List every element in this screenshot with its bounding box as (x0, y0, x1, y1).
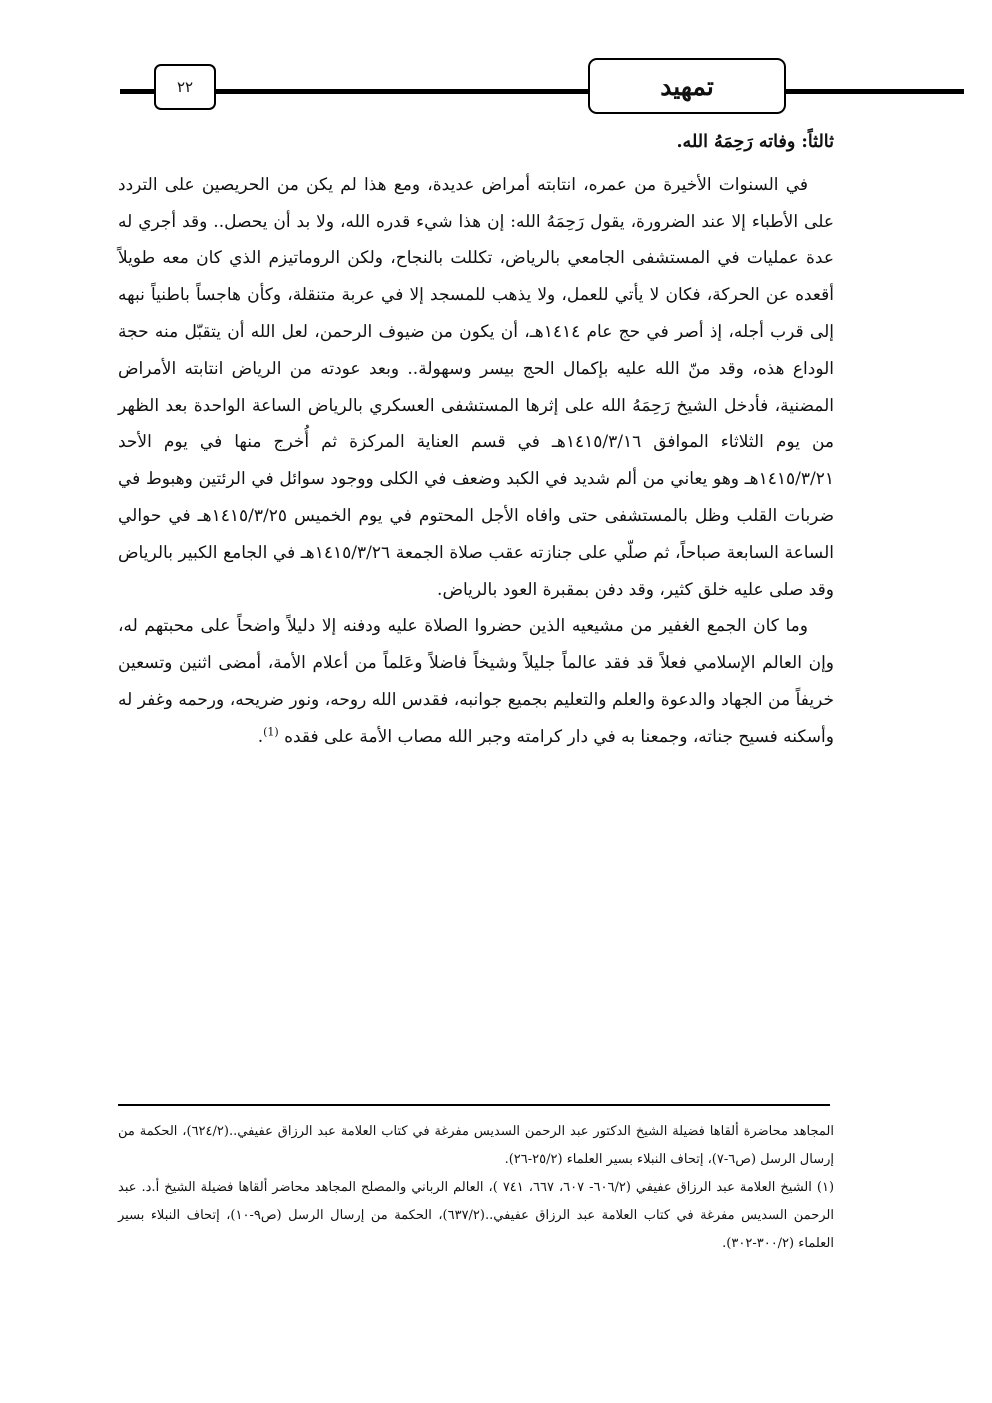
page-number-box (154, 64, 216, 110)
footnote-marker[interactable]: (1) (263, 725, 279, 739)
main-text (118, 124, 834, 756)
end-period: . (257, 726, 264, 747)
paragraph-text: وما كان الجمع الغفير من مشيعيه الذين حضروا الصلاة عليه ودفنه إلا دليلاً واضحاً على محبتهم له، وإن العالم الإسلامي فعلاً قد فقد عالماً جليلاً وشيخاً فاضلاً وعَلماً من أعلام الأمة، أمضى اثنين وتسعين خريفاً من الجهاد والدعوة والعلم والتعليم بجميع جوانبه، فقدس الله روحه، ونور ضريحه، ورحمه وغفر له وأسكنه فسيح جناته، وجمعنا به في دار كرامته وجبر الله مصاب الأمة على فقده (118, 616, 834, 747)
footnote-item: المجاهد محاضرة ألقاها فضيلة الشيخ الدكتور عبد الرحمن السديس مفرغة في كتاب العلامة عبد الرزاق عفيفي..(٦٢٤/٢)، الحكمة من إرسال الرسل (ص٦-٧)، إتحاف النبلاء بسير العلماء (٢٥/٢-٢٦). (118, 1124, 834, 1167)
page-number: ٢٢ (176, 78, 194, 96)
section-heading: ثالثاً: وفاته رَحِمَهُ الله. (676, 132, 834, 152)
paragraph (118, 608, 834, 755)
footnotes (118, 1118, 834, 1258)
chapter-title: تمهيد (660, 71, 714, 101)
paragraph: في السنوات الأخيرة من عمره، انتابته أمراض عديدة، ومع هذا لم يكن من الحريصين على التردد على الأطباء إلا عند الضرورة، يقول رَحِمَهُ الله: إن هذا شيء قدره الله، ولا بد أن يحصل.. وقد أجري له عدة عمليات في المستشفى الجامعي بالرياض، تكللت بالنجاح، ولكن الروماتيزم الذي كان معه طويلاً أقعده عن الحركة، فكان لا يأتي للعمل، ولا يذهب للمسجد إلا في عربة متنقلة، وكأن هاجساً باطنياً نبهه إلى قرب أجله، إذ أصر في حج عام ١٤١٤هـ، أن يكون من ضيوف الرحمن، لعل الله أن يتقبّل منه حجة الوداع هذه، وقد منّ الله عليه بإكمال الحج بيسر وسهولة.. وبعد عودته من الرياض انتابته الأمراض المضنية، فأدخل الشيخ رَحِمَهُ الله على إثرها المستشفى العسكري بالرياض الساعة الواحدة بعد الظهر من يوم الثلاثاء الموافق ١٤١٥/٣/١٦هـ في قسم العناية المركزة ثم أُخرج منها في يوم الأحد ١٤١٥/٣/٢١هـ وهو يعاني من ألم شديد في الكبد وضعف في الكلى ووجود سوائل في الرئتين وهبوط في ضربات القلب وظل بالمستشفى حتى وافاه الأجل المحتوم في يوم الخميس ١٤١٥/٣/٢٥هـ في حوالي الساعة السابعة صباحاً، ثم صلّي على جنازته عقب صلاة الجمعة ١٤١٥/٣/٢٦هـ في الجامع الكبير بالرياض وقد صلى عليه خلق كثير، وقد دفن بمقبرة العود بالرياض. (118, 174, 835, 600)
chapter-title-box (588, 58, 786, 114)
footnote-item: (١) الشيخ العلامة عبد الرزاق عفيفي (٦٠٦/٢- ٦٠٧، ٦٦٧، ٧٤١ )، العالم الرباني والمصلح المجاهد محاضر ألقاها فضيلة الشيخ أ.د. عبد الرحمن السديس مفرغة في كتاب العلامة عبد الرزاق عفيفي..(٦٣٧/٢)، الحكمة من إرسال الرسل (ص٩-١٠)، إتحاف النبلاء بسير العلماء (٣٠٠/٢-٣٠٢). (118, 1180, 835, 1251)
footnote-separator (118, 1104, 830, 1106)
header-rule (120, 89, 964, 94)
